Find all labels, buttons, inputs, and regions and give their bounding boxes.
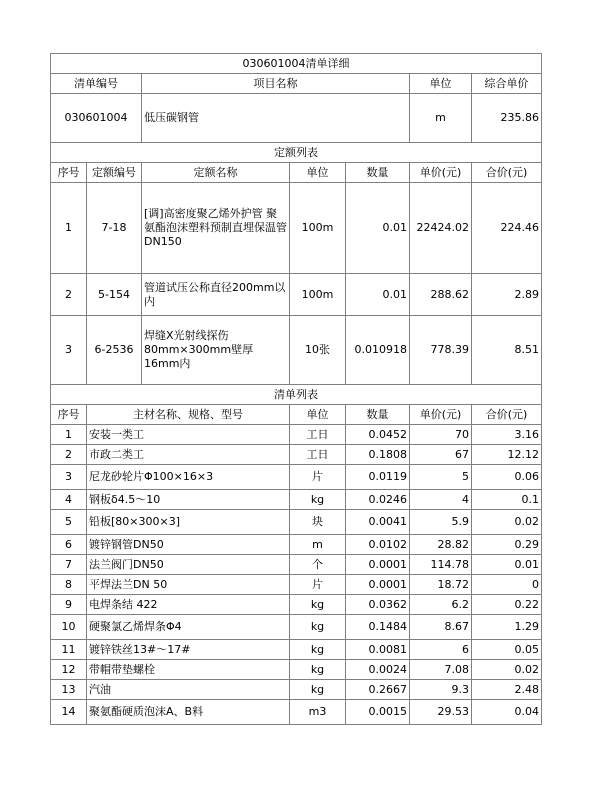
quota-unit: 100m: [290, 183, 346, 274]
material-qty: 0.1808: [346, 445, 410, 465]
material-name: 尼龙砂轮片Φ100×16×3: [87, 465, 290, 490]
material-qty: 0.0015: [346, 700, 410, 725]
material-total: 0.29: [472, 535, 542, 555]
material-name: 市政二类工: [87, 445, 290, 465]
item-code: 030601004: [51, 94, 142, 143]
material-qty: 0.2667: [346, 680, 410, 700]
material-qty: 0.0041: [346, 510, 410, 535]
quota-header-name: 定额名称: [142, 163, 290, 183]
material-seq: 8: [51, 575, 87, 595]
material-unit-price: 5.9: [410, 510, 472, 535]
quota-unit-price: 288.62: [410, 274, 472, 316]
material-seq: 1: [51, 425, 87, 445]
material-unit-price: 67: [410, 445, 472, 465]
material-header-total: 合价(元): [472, 405, 542, 425]
quota-name: [调]高密度聚乙烯外护管 聚氨酯泡沫塑料预制直埋保温管 DN150: [142, 183, 290, 274]
title-row: [51, 54, 542, 74]
material-unit-price: 8.67: [410, 615, 472, 640]
material-unit: m: [290, 535, 346, 555]
material-unit: 块: [290, 510, 346, 535]
material-row: [51, 660, 542, 680]
header-code: 清单编号: [51, 74, 142, 94]
quota-unit: 100m: [290, 274, 346, 316]
material-unit: kg: [290, 490, 346, 510]
quota-unit: 10张: [290, 316, 346, 385]
material-section-title: 清单列表: [51, 385, 542, 405]
main-header-row: [51, 74, 542, 94]
quota-qty: 0.01: [346, 183, 410, 274]
bill-detail-table: [50, 53, 542, 725]
quota-header-row: [51, 163, 542, 183]
material-unit-price: 9.3: [410, 680, 472, 700]
header-price: 综合单价: [472, 74, 542, 94]
material-total: 0.04: [472, 700, 542, 725]
material-header-name: 主材名称、规格、型号: [87, 405, 290, 425]
quota-section-row: [51, 143, 542, 163]
material-total: 0.06: [472, 465, 542, 490]
material-total: 0.02: [472, 510, 542, 535]
quota-header-total: 合价(元): [472, 163, 542, 183]
material-total: 1.29: [472, 615, 542, 640]
material-name: 平焊法兰DN 50: [87, 575, 290, 595]
material-unit: kg: [290, 615, 346, 640]
material-name: 法兰阀门DN50: [87, 555, 290, 575]
quota-total: 2.89: [472, 274, 542, 316]
quota-header-seq: 序号: [51, 163, 87, 183]
quota-seq: 3: [51, 316, 87, 385]
main-item-row: [51, 94, 542, 143]
material-unit: 片: [290, 465, 346, 490]
quota-section-title: 定额列表: [51, 143, 542, 163]
material-qty: 0.0024: [346, 660, 410, 680]
quota-name: 管道试压公称直径200mm以内: [142, 274, 290, 316]
material-seq: 9: [51, 595, 87, 615]
material-unit: 工日: [290, 445, 346, 465]
material-total: 12.12: [472, 445, 542, 465]
material-unit-price: 18.72: [410, 575, 472, 595]
material-name: 带帽带垫螺栓: [87, 660, 290, 680]
material-header-row: [51, 405, 542, 425]
quota-code: 7-18: [87, 183, 142, 274]
material-total: 2.48: [472, 680, 542, 700]
quota-code: 6-2536: [87, 316, 142, 385]
material-qty: 0.0001: [346, 575, 410, 595]
quota-header-unit-price: 单价(元): [410, 163, 472, 183]
quota-code: 5-154: [87, 274, 142, 316]
quota-header-code: 定额编号: [87, 163, 142, 183]
material-row: [51, 490, 542, 510]
material-name: 汽油: [87, 680, 290, 700]
material-name: 电焊条结 422: [87, 595, 290, 615]
material-row: [51, 535, 542, 555]
quota-row: [51, 316, 542, 385]
item-unit: m: [410, 94, 472, 143]
material-qty: 0.0362: [346, 595, 410, 615]
material-name: 聚氨酯硬质泡沫A、B料: [87, 700, 290, 725]
material-unit: 工日: [290, 425, 346, 445]
material-name: 镀锌钢管DN50: [87, 535, 290, 555]
material-total: 0.05: [472, 640, 542, 660]
material-unit-price: 28.82: [410, 535, 472, 555]
material-name: 铅板[80×300×3]: [87, 510, 290, 535]
material-section-row: [51, 385, 542, 405]
quota-unit-price: 778.39: [410, 316, 472, 385]
header-unit: 单位: [410, 74, 472, 94]
header-name: 项目名称: [142, 74, 410, 94]
material-name: 安装一类工: [87, 425, 290, 445]
material-total: 0: [472, 575, 542, 595]
material-qty: 0.0001: [346, 555, 410, 575]
material-unit: kg: [290, 660, 346, 680]
material-total: 0.02: [472, 660, 542, 680]
material-row: [51, 700, 542, 725]
quota-name: 焊缝X光射线探伤 80mm×300mm壁厚16mm内: [142, 316, 290, 385]
material-seq: 5: [51, 510, 87, 535]
quota-total: 8.51: [472, 316, 542, 385]
material-unit: kg: [290, 640, 346, 660]
material-total: 0.1: [472, 490, 542, 510]
material-row: [51, 615, 542, 640]
material-total: 0.01: [472, 555, 542, 575]
material-qty: 0.0452: [346, 425, 410, 445]
quota-row: [51, 183, 542, 274]
quota-seq: 2: [51, 274, 87, 316]
material-unit: 个: [290, 555, 346, 575]
material-unit: m3: [290, 700, 346, 725]
material-unit-price: 5: [410, 465, 472, 490]
material-qty: 0.0102: [346, 535, 410, 555]
material-name: 硬聚氯乙烯焊条Φ4: [87, 615, 290, 640]
material-header-unit: 单位: [290, 405, 346, 425]
quota-qty: 0.01: [346, 274, 410, 316]
material-unit-price: 4: [410, 490, 472, 510]
material-seq: 3: [51, 465, 87, 490]
material-qty: 0.0081: [346, 640, 410, 660]
material-header-unit-price: 单价(元): [410, 405, 472, 425]
material-unit-price: 6.2: [410, 595, 472, 615]
material-row: [51, 555, 542, 575]
quota-qty: 0.010918: [346, 316, 410, 385]
item-price: 235.86: [472, 94, 542, 143]
material-qty: 0.0119: [346, 465, 410, 490]
material-row: [51, 465, 542, 490]
material-seq: 6: [51, 535, 87, 555]
material-qty: 0.1484: [346, 615, 410, 640]
material-row: [51, 510, 542, 535]
material-name: 钢板δ4.5～10: [87, 490, 290, 510]
material-header-seq: 序号: [51, 405, 87, 425]
material-unit-price: 7.08: [410, 660, 472, 680]
material-row: [51, 425, 542, 445]
material-seq: 11: [51, 640, 87, 660]
material-row: [51, 640, 542, 660]
material-unit: kg: [290, 595, 346, 615]
quota-seq: 1: [51, 183, 87, 274]
quota-header-unit: 单位: [290, 163, 346, 183]
material-seq: 2: [51, 445, 87, 465]
material-seq: 12: [51, 660, 87, 680]
material-total: 0.22: [472, 595, 542, 615]
material-seq: 14: [51, 700, 87, 725]
material-row: [51, 445, 542, 465]
quota-unit-price: 22424.02: [410, 183, 472, 274]
quota-row: [51, 274, 542, 316]
material-seq: 4: [51, 490, 87, 510]
material-unit-price: 29.53: [410, 700, 472, 725]
material-seq: 13: [51, 680, 87, 700]
material-seq: 10: [51, 615, 87, 640]
material-row: [51, 595, 542, 615]
material-unit: 片: [290, 575, 346, 595]
material-unit-price: 6: [410, 640, 472, 660]
material-unit: kg: [290, 680, 346, 700]
sheet-title: 030601004清单详细: [51, 54, 542, 74]
quota-total: 224.46: [472, 183, 542, 274]
material-row: [51, 680, 542, 700]
material-qty: 0.0246: [346, 490, 410, 510]
material-header-qty: 数量: [346, 405, 410, 425]
item-name: 低压碳钢管: [142, 94, 410, 143]
material-row: [51, 575, 542, 595]
material-name: 镀锌铁丝13#～17#: [87, 640, 290, 660]
material-seq: 7: [51, 555, 87, 575]
material-unit-price: 70: [410, 425, 472, 445]
quota-header-qty: 数量: [346, 163, 410, 183]
material-total: 3.16: [472, 425, 542, 445]
material-unit-price: 114.78: [410, 555, 472, 575]
